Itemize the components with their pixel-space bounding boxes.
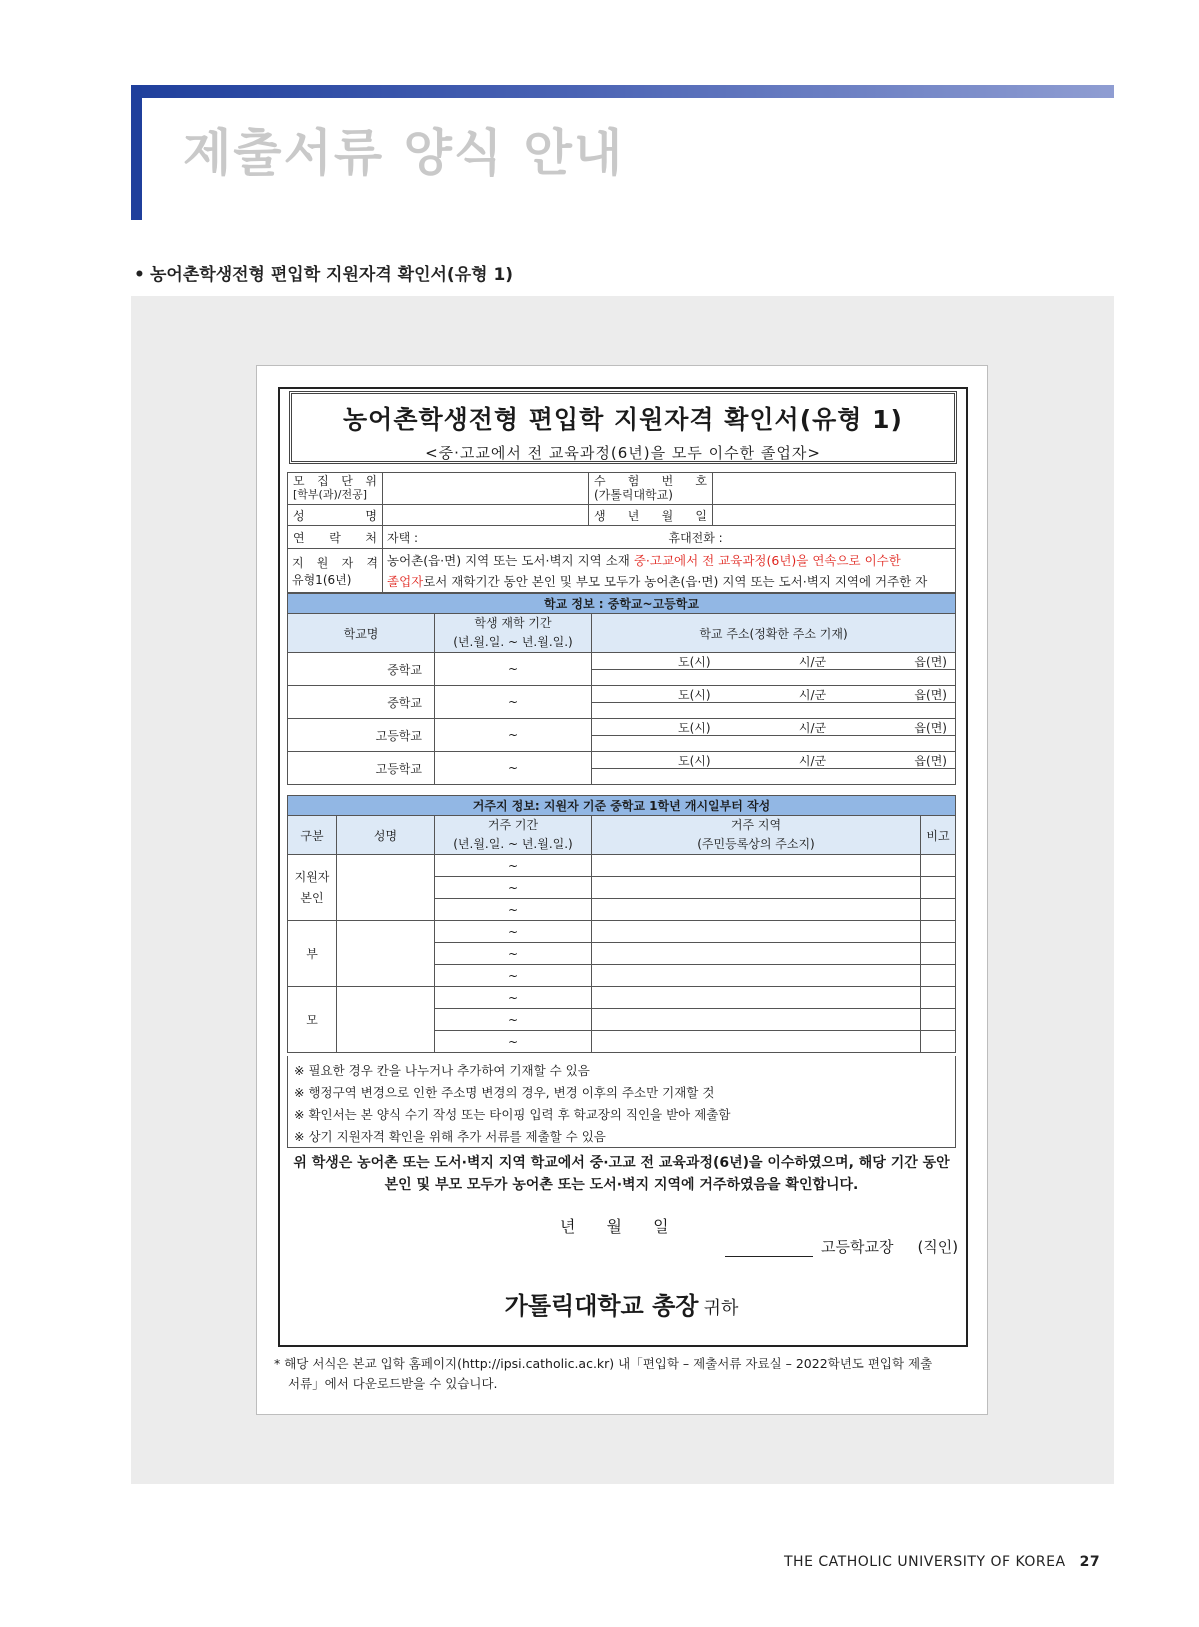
residence-period[interactable]: ~ <box>435 921 592 943</box>
col-school-period-line1: 학생 재학 기간 <box>474 616 552 630</box>
residence-note[interactable] <box>921 965 956 987</box>
residence-note[interactable] <box>921 877 956 899</box>
group-name-field[interactable] <box>337 987 435 1053</box>
school-row-address[interactable] <box>592 752 956 785</box>
label-qual-line2: 유형1(6년) <box>292 572 352 587</box>
residence-area[interactable] <box>592 987 921 1009</box>
residence-note[interactable] <box>921 1009 956 1031</box>
addressee <box>285 1286 958 1321</box>
residence-section-header: 거주지 정보: 지원자 기준 중학교 1학년 개시일부터 작성 <box>288 796 956 816</box>
form-title-box <box>289 391 957 464</box>
school-row-period[interactable]: ~ <box>435 653 592 686</box>
group-mother: 모 <box>288 987 337 1053</box>
residence-area[interactable] <box>592 877 921 899</box>
page-footer <box>784 1554 1100 1570</box>
field-birth[interactable] <box>713 505 956 526</box>
note-item: ※ 확인서는 본 양식 수기 작성 또는 타이핑 입력 후 학교장의 직인을 받아 제출함 <box>294 1107 731 1122</box>
qual-text-2: 로서 재학기간 동안 본인 및 부모 모두가 농어촌(읍·면) 지역 또는 도서·벽지 지역에 거주한 자 <box>423 573 928 589</box>
school-section-header: 학교 정보 : 중학교~고등학교 <box>288 594 956 614</box>
label-contact: 연 락 처 <box>288 526 383 549</box>
col-type: 구분 <box>288 816 337 855</box>
residence-area[interactable] <box>592 899 921 921</box>
bullet-icon: • <box>134 265 145 285</box>
residence-period[interactable]: ~ <box>435 899 592 921</box>
section-title <box>134 260 513 285</box>
label-mobile-phone: 휴대전화 : <box>668 530 723 545</box>
page-title: 제출서류 양식 안내 <box>183 124 625 182</box>
school-row-period[interactable]: ~ <box>435 752 592 785</box>
residence-area[interactable] <box>592 921 921 943</box>
school-row-address[interactable] <box>592 653 956 686</box>
qual-text-red-1: 중·고교에서 전 교육과정(6년)을 연속으로 이수한 <box>633 552 901 568</box>
school-row-address[interactable] <box>592 719 956 752</box>
residence-period[interactable]: ~ <box>435 987 592 1009</box>
residence-info-table <box>287 795 956 1053</box>
col-school-address: 학교 주소(정확한 주소 기재) <box>592 614 956 653</box>
principal-label: 고등학교장 <box>821 1238 894 1256</box>
note-item: ※ 행정구역 변경으로 인한 주소명 변경의 경우, 변경 이후의 주소만 기재할 것 <box>294 1085 715 1100</box>
label-exam-number <box>589 473 713 505</box>
residence-note[interactable] <box>921 921 956 943</box>
note-item: ※ 상기 지원자격 확인을 위해 추가 서류를 제출할 수 있음 <box>294 1129 606 1144</box>
col-school-name: 학교명 <box>288 614 435 653</box>
footnote-line1: * 해당 서식은 본교 입학 홈페이지(http://ipsi.catholic.ac.kr) 내「편입학 – 제출서류 자료실 – 2022학년도 편입학 제출 <box>274 1356 933 1371</box>
col-note: 비고 <box>921 816 956 855</box>
field-name[interactable] <box>383 505 589 526</box>
label-birth: 생 년 월 일 <box>589 505 713 526</box>
col-school-period-line2: (년.월.일. ~ 년.월.일.) <box>453 635 573 649</box>
field-contact[interactable] <box>383 526 956 549</box>
residence-area[interactable] <box>592 943 921 965</box>
residence-period[interactable]: ~ <box>435 877 592 899</box>
qual-text-red-2: 졸업자 <box>387 573 424 589</box>
download-footnote <box>274 1354 974 1394</box>
school-info-table <box>287 593 956 785</box>
label-exam-line1: 수 험 번 호 <box>594 473 707 488</box>
residence-area[interactable] <box>592 965 921 987</box>
school-row-address[interactable] <box>592 686 956 719</box>
qual-text-1: 농어촌(읍·면) 지역 또는 도서·벽지 지역 소재 <box>387 552 634 568</box>
qualification-text <box>383 549 956 593</box>
form-subtitle: <중·고교에서 전 교육과정(6년)을 모두 이수한 졸업자> <box>425 444 821 462</box>
label-qual-line1: 지 원 자 격 <box>292 555 378 570</box>
footer-university: THE CATHOLIC UNIVERSITY OF KOREA <box>784 1554 1066 1570</box>
residence-note[interactable] <box>921 899 956 921</box>
addr-eup: 읍(면) <box>914 654 947 669</box>
school-row-period[interactable]: ~ <box>435 686 592 719</box>
school-row-period[interactable]: ~ <box>435 719 592 752</box>
addr-si: 시/군 <box>798 654 827 669</box>
field-exam-number[interactable] <box>713 473 956 505</box>
residence-period[interactable]: ~ <box>435 943 592 965</box>
school-row-label: 중학교 <box>288 686 435 719</box>
residence-note[interactable] <box>921 1031 956 1053</box>
applicant-info-table <box>287 472 956 593</box>
label-name: 성 명 <box>288 505 383 526</box>
confirmation-line1: 위 학생은 농어촌 또는 도서·벽지 지역 학교에서 중·고교 전 교육과정(6년)을 이수하였으며, 해당 기간 동안 <box>293 1155 950 1171</box>
addr-do: 도(시) <box>678 753 711 768</box>
field-unit[interactable] <box>383 473 589 505</box>
form-title: 농어촌학생전형 편입학 지원자격 확인서(유형 1) <box>343 405 903 434</box>
addressee-suffix: 귀하 <box>703 1298 739 1319</box>
residence-period[interactable]: ~ <box>435 1031 592 1053</box>
label-exam-line2: (가톨릭대학교) <box>594 487 673 502</box>
page-number: 27 <box>1079 1554 1101 1570</box>
form-notes <box>287 1056 956 1148</box>
label-unit-line2: [학부(과)/전공] <box>293 488 368 502</box>
col-person-name: 성명 <box>337 816 435 855</box>
col-res-period-line1: 거주 기간 <box>487 818 539 832</box>
school-row-label: 중학교 <box>288 653 435 686</box>
residence-period[interactable]: ~ <box>435 1009 592 1031</box>
date-line: 년 월 일 <box>560 1217 669 1236</box>
residence-area[interactable] <box>592 1009 921 1031</box>
note-item: ※ 필요한 경우 칸을 나누거나 추가하여 기재할 수 있음 <box>294 1063 590 1078</box>
signature-line <box>725 1236 958 1257</box>
residence-period[interactable]: ~ <box>435 965 592 987</box>
footnote-line2: 서류」에서 다운로드받을 수 있습니다. <box>288 1376 498 1391</box>
label-unit-line1: 모 집 단 위 <box>293 474 377 489</box>
school-name-blank[interactable] <box>725 1241 813 1257</box>
col-residence-period <box>435 816 592 855</box>
addr-eup: 읍(면) <box>914 720 947 735</box>
group-applicant: 지원자 본인 <box>288 855 337 921</box>
residence-note[interactable] <box>921 855 956 877</box>
residence-note[interactable] <box>921 987 956 1009</box>
addr-do: 도(시) <box>678 720 711 735</box>
school-row-label: 고등학교 <box>288 752 435 785</box>
label-qualification <box>288 549 383 593</box>
label-unit <box>288 473 383 505</box>
residence-area[interactable] <box>592 855 921 877</box>
group-name-field[interactable] <box>337 855 435 921</box>
school-row-label: 고등학교 <box>288 719 435 752</box>
addr-si: 시/군 <box>798 753 827 768</box>
addr-eup: 읍(면) <box>914 753 947 768</box>
residence-area[interactable] <box>592 1031 921 1053</box>
addressee-name: 가톨릭대학교 총장 <box>504 1292 699 1320</box>
seal-label: (직인) <box>917 1238 959 1256</box>
addr-si: 시/군 <box>798 720 827 735</box>
addr-do: 도(시) <box>678 654 711 669</box>
confirmation-statement <box>285 1152 958 1196</box>
addr-si: 시/군 <box>798 687 827 702</box>
group-father: 부 <box>288 921 337 987</box>
section-title-text: 농어촌학생전형 편입학 지원자격 확인서(유형 1) <box>150 265 514 285</box>
confirmation-line2: 본인 및 부모 모두가 농어촌 또는 도서·벽지 지역에 거주하였음을 확인합니다. <box>384 1177 859 1193</box>
addr-do: 도(시) <box>678 687 711 702</box>
col-res-period-line2: (년.월.일. ~ 년.월.일.) <box>453 837 573 851</box>
col-residence-area <box>592 816 921 855</box>
group-name-field[interactable] <box>337 921 435 987</box>
label-home-phone: 자택 : <box>387 530 419 545</box>
col-area-line2: (주민등록상의 주소지) <box>697 837 815 851</box>
addr-eup: 읍(면) <box>914 687 947 702</box>
residence-period[interactable]: ~ <box>435 855 592 877</box>
residence-note[interactable] <box>921 943 956 965</box>
col-school-period <box>435 614 592 653</box>
header-accent-bar <box>131 85 1114 98</box>
header-accent-side <box>131 85 142 220</box>
col-area-line1: 거주 지역 <box>730 818 782 832</box>
